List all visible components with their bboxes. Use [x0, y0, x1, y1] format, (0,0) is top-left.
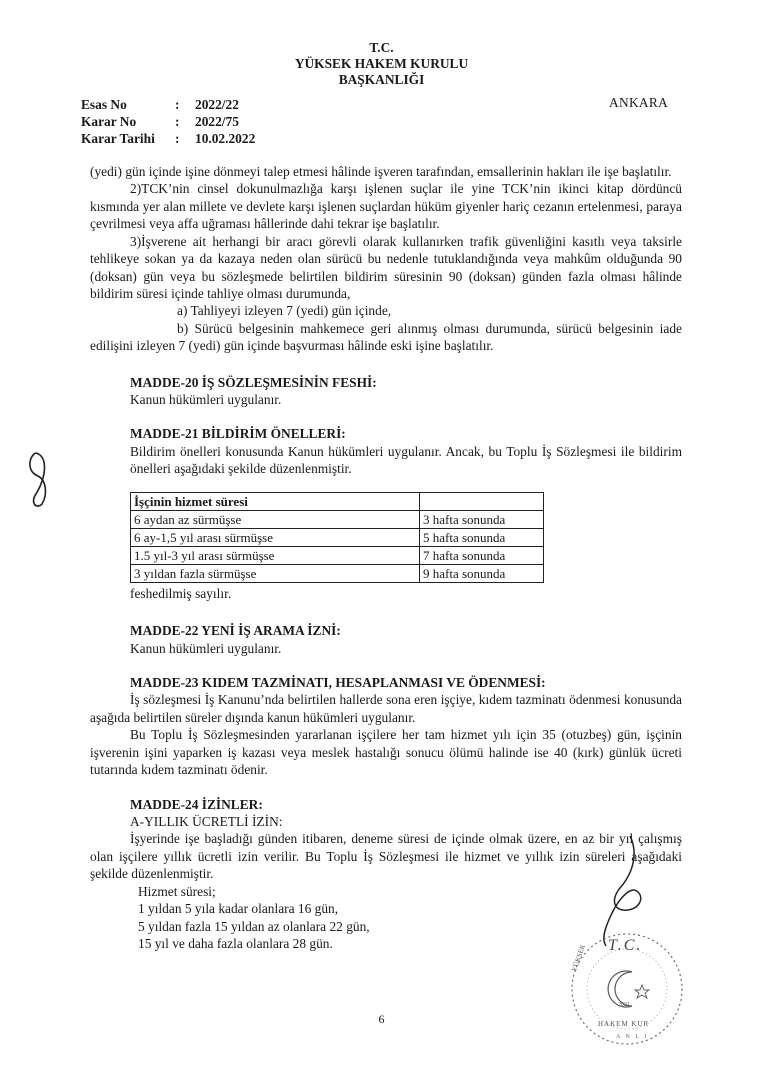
madde23-paragraph-1: İş sözleşmesi İş Kanunu’nda belirtilen hallerde sona eren işçiye, kıdem tazminatı ödenmesi konusunda aşağıda belirtilen süreler dışında kanun hükümleri uygulanır. [90, 692, 682, 725]
seal-bottom-text: HAKEM KUR [598, 1020, 650, 1028]
header-office: BAŞKANLIĞI [338, 72, 425, 87]
continuation-paragraph-1: (yedi) gün içinde işine dönmeyi talep etmesi hâlinde işveren tarafından, emsallerinin hakları ile işe başlatılır. [90, 164, 672, 179]
madde21-body: Bildirim önelleri konusunda Kanun hükümleri uygulanır. Ancak, bu Toplu İş Sözleşmesi ile bildirim önelleri aşağıdaki şekilde düzenlenmiştir. [130, 443, 682, 477]
leave-list-label: Hizmet süresi; [138, 883, 216, 899]
period-cell: 3 yıldan fazla sürmüşse [131, 564, 420, 582]
seal-top-text: T.C. [608, 937, 643, 954]
list-item: 15 yıl ve daha fazla olanlara 28 gün. [138, 935, 333, 951]
tarih-value: 10.02.2022 [195, 131, 256, 146]
period-cell: 6 aydan az sürmüşse [131, 510, 420, 528]
notice-cell: 9 hafta sonunda [420, 564, 544, 582]
madde23-title: MADDE-23 KIDEM TAZMİNATI, HESAPLANMASI VE ÖDENMESİ: [130, 675, 546, 691]
madde23-paragraph-2: Bu Toplu İş Sözleşmesinden yararlanan işçilere her tam hizmet yılı için 35 (otuzbeş) gün, işçinin işverenin işini yaparken iş kazası veya meslek hastalığı sonucu ölümü halinde ise 40 (kırk) günlük ücreti tutarında kıdem tazminatı ödenir. [90, 727, 682, 778]
city: ANKARA [609, 95, 669, 110]
esas-colon: : [175, 97, 180, 112]
document-body [90, 163, 682, 952]
notice-cell: 7 hafta sonunda [420, 546, 544, 564]
table-row [131, 528, 544, 546]
table-row [131, 564, 544, 582]
continuation-paragraph-3: 3)İşverene ait herhangi bir aracı görevli olarak kullanırken trafik güvenliğini kasıtlı veya taksirle tehlikeye sokan ya da kazaya neden olan sürücü bu nedenle tutuklandığında veya mahkûm olduğunda 90 (doksan) gün veya bu sözleşmede belirtilen bildirim süresinin 90 (doksan) günden fazla olması hâlinde bildirim süresi içinde tahliye olması durumunda, [90, 233, 682, 301]
tarih-colon: : [175, 131, 180, 146]
tarih-row [81, 130, 255, 147]
notice-cell: 3 hafta sonunda [420, 510, 544, 528]
madde20-title: MADDE-20 İŞ SÖZLEŞMESİNİN FESHİ: [130, 374, 377, 390]
madde20-body: Kanun hükümleri uygulanır. [130, 392, 282, 408]
madde22-body: Kanun hükümleri uygulanır. [130, 640, 282, 656]
esas-row [81, 96, 255, 113]
madde24-paragraph-1: İşyerinde işe başladığı günden itibaren, deneme süresi de içinde olmak üzere, en az bir yıl çalışmış olan işçilere yıllık ücretli izin verilir. Bu Toplu İş Sözleşmesi ile hizmet ve yıllık izin süreleri aşağıdaki şekilde düzenlenmiştir. [90, 831, 682, 882]
document-header [0, 40, 763, 88]
tarih-label: Karar Tarihi [81, 131, 155, 146]
table-header-row [131, 492, 544, 510]
period-cell: 1.5 yıl-3 yıl arası sürmüşse [131, 546, 420, 564]
margin-initial-signature [24, 450, 58, 512]
case-meta [81, 96, 255, 147]
madde21-after-table: feshedilmiş sayılır. [130, 585, 232, 601]
madde24-title: MADDE-24 İZİNLER: [130, 796, 263, 812]
header-country: T.C. [369, 40, 394, 55]
continuation-paragraph-2: 2)TCK’nin cinsel dokunulmazlığa karşı işlenen suçlar ile yine TCK’nin ikinci kitap dördüncü kısmında yer alan millete ve devlete karşı işlenen suçlardan hüküm giyenler hariç cezanın ertelenmesi, paraya çevrilmesi veya affa uğraması hâllerinde dahi tekrar işe başlatılır. [90, 181, 682, 232]
notice-cell: 5 hafta sonunda [420, 528, 544, 546]
notice-period-table [130, 492, 544, 583]
madde21-title: MADDE-21 BİLDİRİM ÖNELLERİ: [130, 426, 346, 442]
table-row [131, 546, 544, 564]
list-item: 1 yıldan 5 yıla kadar olanlara 16 gün, [138, 901, 339, 917]
madde24-subtitle: A-YILLIK ÜCRETLİ İZİN: [130, 813, 283, 829]
continuation-item-b: b) Sürücü belgesinin mahkemece geri alınmış olması durumunda, sürücü belgesinin iade edilişini izleyen 7 (yedi) gün içinde başvurması hâlinde eski işine başlatılır. [90, 320, 682, 354]
esas-label: Esas No [81, 97, 127, 112]
esas-value: 2022/22 [195, 97, 239, 112]
period-cell: 6 ay-1,5 yıl arası sürmüşse [131, 528, 420, 546]
madde22-title: MADDE-22 YENİ İŞ ARAMA İZNİ: [130, 623, 341, 639]
page-number: 6 [378, 1012, 385, 1026]
table-header-empty [420, 492, 544, 510]
continuation-item-a: a) Tahliyeyi izleyen 7 (yedi) gün içinde, [177, 303, 392, 319]
karar-label: Karar No [81, 114, 137, 129]
karar-value: 2022/75 [195, 114, 239, 129]
header-institution: YÜKSEK HAKEM KURULU [294, 56, 469, 71]
karar-row [81, 113, 255, 130]
seal-bottom-text-2: A N L I [616, 1034, 649, 1040]
table-header-cell: İşçinin hizmet süresi [131, 492, 420, 510]
seal-center-text: 2021 [618, 1002, 630, 1008]
table-row [131, 510, 544, 528]
list-item: 5 yıldan fazla 15 yıldan az olanlara 22 gün, [138, 918, 370, 934]
seal-left-text: YÜKSEK [570, 943, 588, 973]
karar-colon: : [175, 114, 180, 129]
